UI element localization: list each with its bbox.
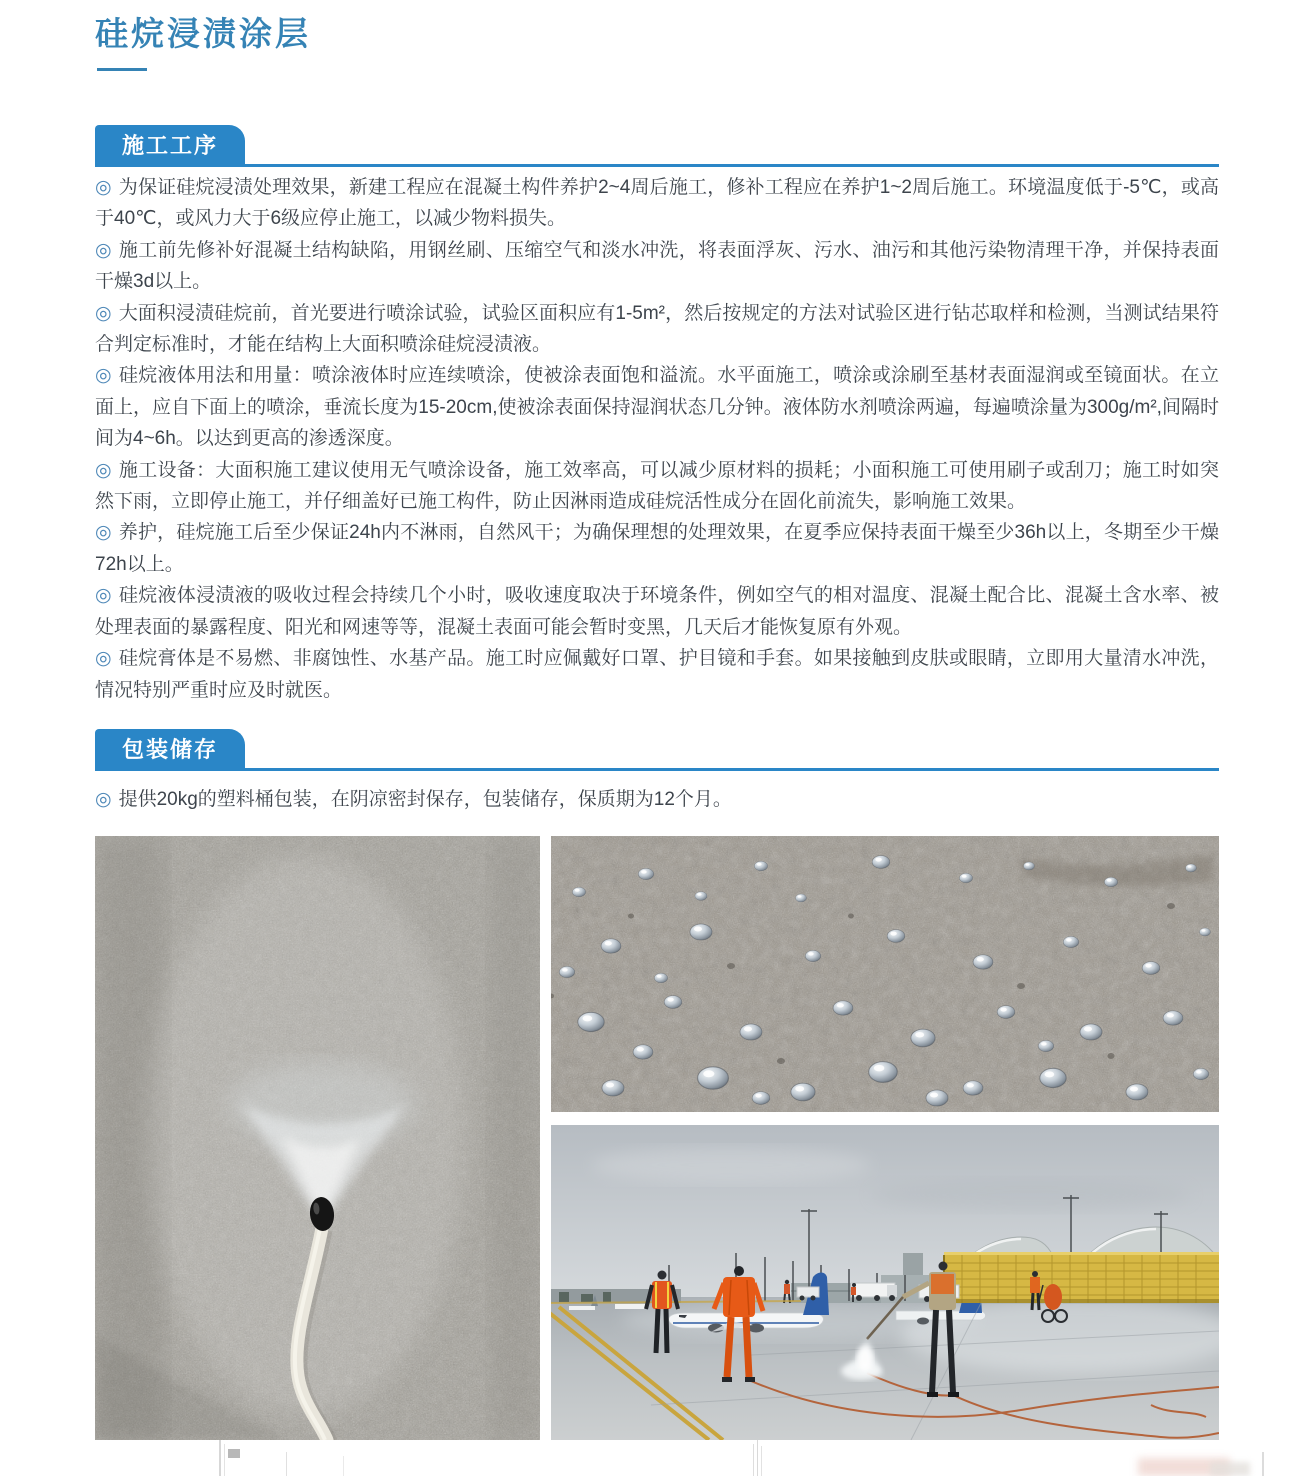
procedure-bullet-item bbox=[95, 455, 1219, 518]
section-header-packaging bbox=[95, 735, 1219, 771]
section-header-construction bbox=[95, 131, 1219, 167]
wall-spray-photo bbox=[95, 836, 540, 1440]
bullet-icon: ◎ bbox=[95, 365, 112, 387]
bullet-text: 提供20kg的塑料桶包装，在阴凉密封保存，包装储存，保质期为12个月。 bbox=[118, 789, 732, 810]
bullet-text: 为保证硅烷浸渍处理效果，新建工程应在混凝土构件养护2~4周后施工，修补工程应在养护1~2周后施工。环境温度低于-5℃，或高于40℃，或风力大于6级应停止施工，以减少物料损失。 bbox=[95, 177, 1219, 230]
cutoff-artifact bbox=[286, 1452, 287, 1476]
packaging-bullet-item bbox=[95, 784, 1219, 815]
cutoff-artifact bbox=[1262, 1452, 1264, 1476]
bullet-icon: ◎ bbox=[95, 459, 112, 481]
cutoff-artifact bbox=[219, 1440, 221, 1476]
section-rule bbox=[95, 164, 1219, 167]
bullet-text: 大面积浸渍硅烷前，首光要进行喷涂试验，试验区面积应有1-5m²，然后按规定的方法对试验区进行钻芯取样和检测，当测试结果符合判定标准时，才能在结构上大面积喷涂硅烷浸渍液。 bbox=[95, 302, 1219, 356]
bullet-text: 硅烷液体浸渍液的吸收过程会持续几个小时，吸收速度取决于环境条件，例如空气的相对温度、混凝土配合比、混凝土含水率、被处理表面的暴露程度、阳光和网速等等，混凝土表面可能会暂时变黑，几天后才能恢复原有外观。 bbox=[95, 585, 1219, 638]
page-title: 硅烷浸渍涂层 bbox=[95, 15, 311, 52]
cutoff-artifact bbox=[343, 1456, 344, 1476]
bullet-icon: ◎ bbox=[95, 302, 112, 324]
procedure-bullet-item bbox=[95, 517, 1219, 580]
cutoff-artifact bbox=[757, 1440, 758, 1476]
bullet-text: 养护，硅烷施工后至少保证24h内不淋雨，自然风干；为确保理想的处理效果，在夏季应保持表面干燥至少36h以上，冬期至少干燥72h以上。 bbox=[95, 522, 1219, 575]
bullet-text: 施工设备：大面积施工建议使用无气喷涂设备，施工效率高，可以减少原材料的损耗；小面积施工可使用刷子或刮刀；施工时如突然下雨，立即停止施工，并仔细盖好已施工构件，防止因淋雨造成硅烷活性成分在固化前流失，影响施工效果。 bbox=[95, 459, 1219, 513]
airport-apron-spray-photo bbox=[551, 1125, 1219, 1440]
section-heading-badge: 包装储存 bbox=[95, 729, 245, 770]
cutoff-artifact bbox=[761, 1446, 762, 1476]
bullet-icon: ◎ bbox=[95, 585, 112, 607]
cutoff-artifact bbox=[1210, 1462, 1250, 1476]
bullet-icon: ◎ bbox=[95, 789, 112, 810]
title-underline bbox=[97, 68, 147, 71]
cutoff-artifact bbox=[224, 1444, 225, 1476]
section-heading-badge: 施工工序 bbox=[95, 125, 245, 166]
procedure-bullet-item bbox=[95, 172, 1219, 235]
water-beading-photo bbox=[551, 836, 1219, 1112]
cutoff-artifact bbox=[228, 1449, 240, 1458]
bullet-icon: ◎ bbox=[95, 648, 112, 670]
bullet-text: 施工前先修补好混凝土结构缺陷，用钢丝刷、压缩空气和淡水冲洗，将表面浮灰、污水、油污和其他污染物清理干净，并保持表面干燥3d以上。 bbox=[95, 239, 1219, 293]
procedure-bullet-item bbox=[95, 298, 1219, 361]
bullet-text: 硅烷膏体是不易燃、非腐蚀性、水基产品。施工时应佩戴好口罩、护目镜和手套。如果接触到皮肤或眼睛，立即用大量清水冲洗，情况特别严重时应及时就医。 bbox=[95, 648, 1219, 701]
section-rule bbox=[95, 768, 1219, 771]
packaging-storage-list bbox=[95, 784, 1219, 815]
bullet-icon: ◎ bbox=[95, 177, 112, 198]
bullet-icon: ◎ bbox=[95, 239, 112, 261]
bullet-text: 硅烷液体用法和用量：喷涂液体时应连续喷涂，使被涂表面饱和溢流。水平面施工，喷涂或涂刷至基材表面湿润或至镜面状。在立面上，应自下面上的喷涂，垂流长度为15-20cm,使被涂表面保持湿润状态几分钟。液体防水剂喷涂两遍，每遍喷涂量为300g/m²,间隔时间为4~6h。以达到更高的渗透深度。 bbox=[95, 365, 1219, 450]
cutoff-artifact bbox=[753, 1444, 754, 1476]
procedure-bullet-item bbox=[95, 360, 1219, 454]
construction-procedure-list bbox=[95, 172, 1219, 706]
procedure-bullet-item bbox=[95, 643, 1219, 706]
bullet-icon: ◎ bbox=[95, 522, 112, 544]
procedure-bullet-item bbox=[95, 235, 1219, 298]
procedure-bullet-item bbox=[95, 580, 1219, 643]
